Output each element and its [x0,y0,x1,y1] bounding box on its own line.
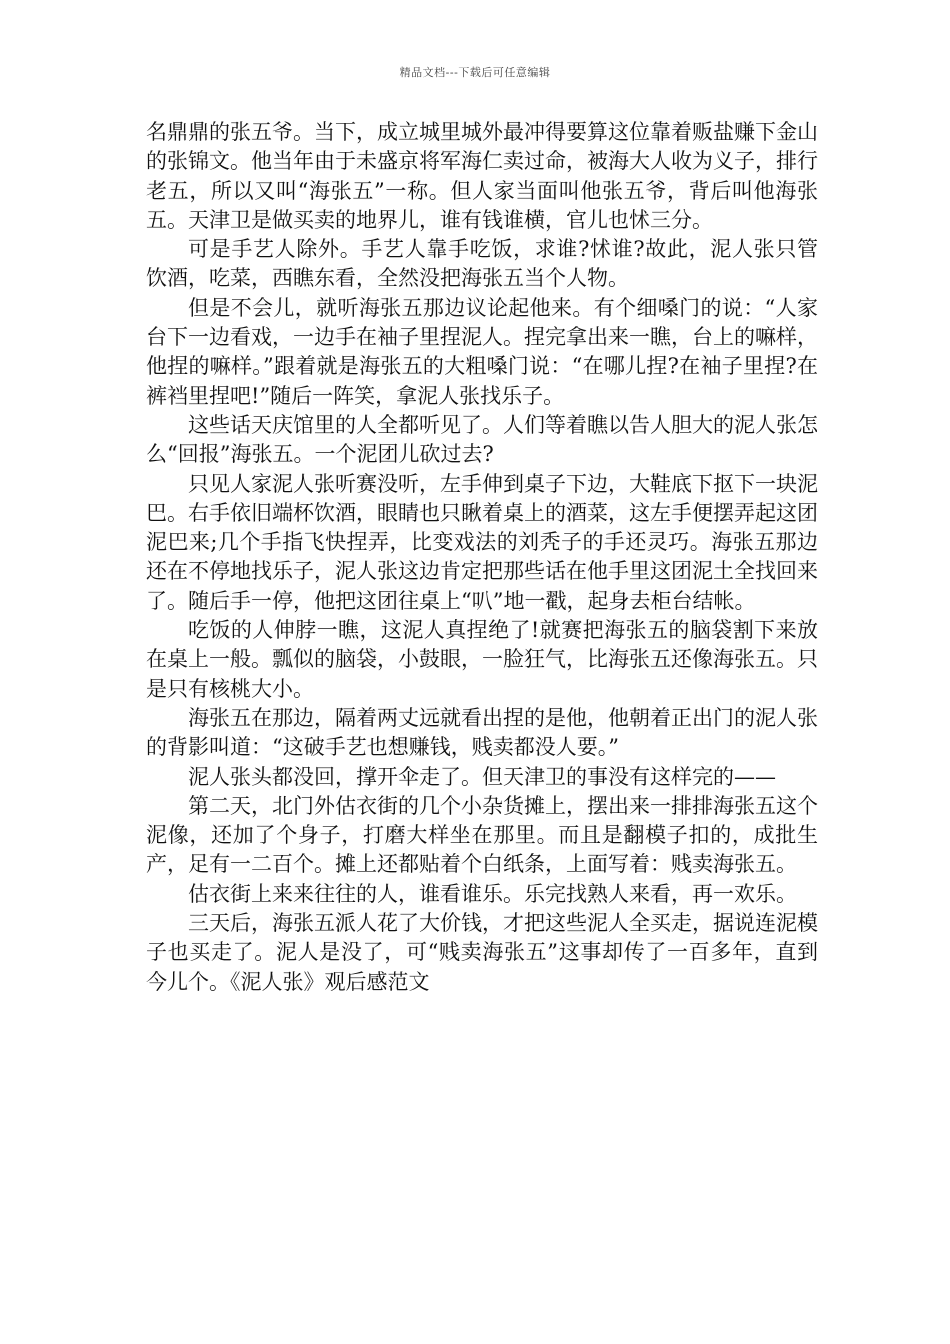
paragraph-9: 第二天，北门外估衣街的几个小杂货摊上，摆出来一排排海张五这个泥像，还加了个身子，打磨大样坐在那里。而且是翻模子扣的，成批生产，足有一二百个。摊上还都贴着个白纸条，上面写着：贱卖海张五。 [146,793,818,877]
document-body [146,118,818,997]
paragraph-10: 估衣街上来来往往的人，谁看谁乐。乐完找熟人来看，再一欢乐。 [188,881,797,906]
paragraph-3: 但是不会儿，就听海张五那边议论起他来。有个细嗓门的说：“人家台下一边看戏，一边手在袖子里捏泥人。捏完拿出来一瞧，台上的嘛样，他捏的嘛样。”跟着就是海张五的大粗嗓门说：“在哪儿捏?在袖子里捏?在裤裆里捏吧!”随后一阵笑，拿泥人张找乐子。 [146,295,818,408]
paragraph-6: 吃饭的人伸脖一瞧，这泥人真捏绝了!就赛把海张五的脑袋割下来放在桌上一般。瓢似的脑袋，小鼓眼，一脸狂气，比海张五还像海张五。只是只有核桃大小。 [146,618,818,701]
paragraph-2: 可是手艺人除外。手艺人靠手吃饭，求谁?怵谁?故此，泥人张只管饮酒，吃菜，西瞧东看，全然没把海张五当个人物。 [146,237,818,291]
paragraph-4: 这些话天庆馆里的人全都听见了。人们等着瞧以告人胆大的泥人张怎么“回报”海张五。一个泥团儿砍过去? [146,412,818,467]
paragraph-7: 海张五在那边，隔着两丈远就看出捏的是他，他朝着正出门的泥人张的背影叫道：“这破手艺也想赚钱，贱卖都没人要。” [146,705,818,760]
paragraph-1: 名鼎鼎的张五爷。当下，成立城里城外最冲得要算这位靠着贩盐赚下金山的张锦文。他当年由于未盛京将军海仁卖过命，被海大人收为义子，排行老五，所以又叫“海张五”一称。但人家当面叫他张五爷，背后叫他海张五。天津卫是做买卖的地界儿，谁有钱谁横，官儿也怵三分。 [146,120,818,232]
paragraph-11: 三天后，海张五派人花了大价钱，才把这些泥人全买走，据说连泥模子也买走了。泥人是没了，可“贱卖海张五”这事却传了一百多年，直到今儿个。《泥人张》观后感范文 [146,911,818,994]
page-header: 精品文档---下载后可任意编辑 [399,66,551,79]
paragraph-5: 只见人家泥人张听赛没听，左手伸到桌子下边，大鞋底下抠下一块泥巴。右手依旧端杯饮酒，眼睛也只瞅着桌上的酒菜，这左手便摆弄起这团泥巴来;几个手指飞快捏弄，比变戏法的刘秃子的手还灵巧。海张五那边还在不停地找乐子，泥人张这边肯定把那些话在他手里这团泥土全找回来了。随后手一停，他把这团往桌上“叭”地一戳，起身去柜台结帐。 [146,471,818,613]
paragraph-8: 泥人张头都没回，撑开伞走了。但天津卫的事没有这样完的—— [188,764,776,789]
